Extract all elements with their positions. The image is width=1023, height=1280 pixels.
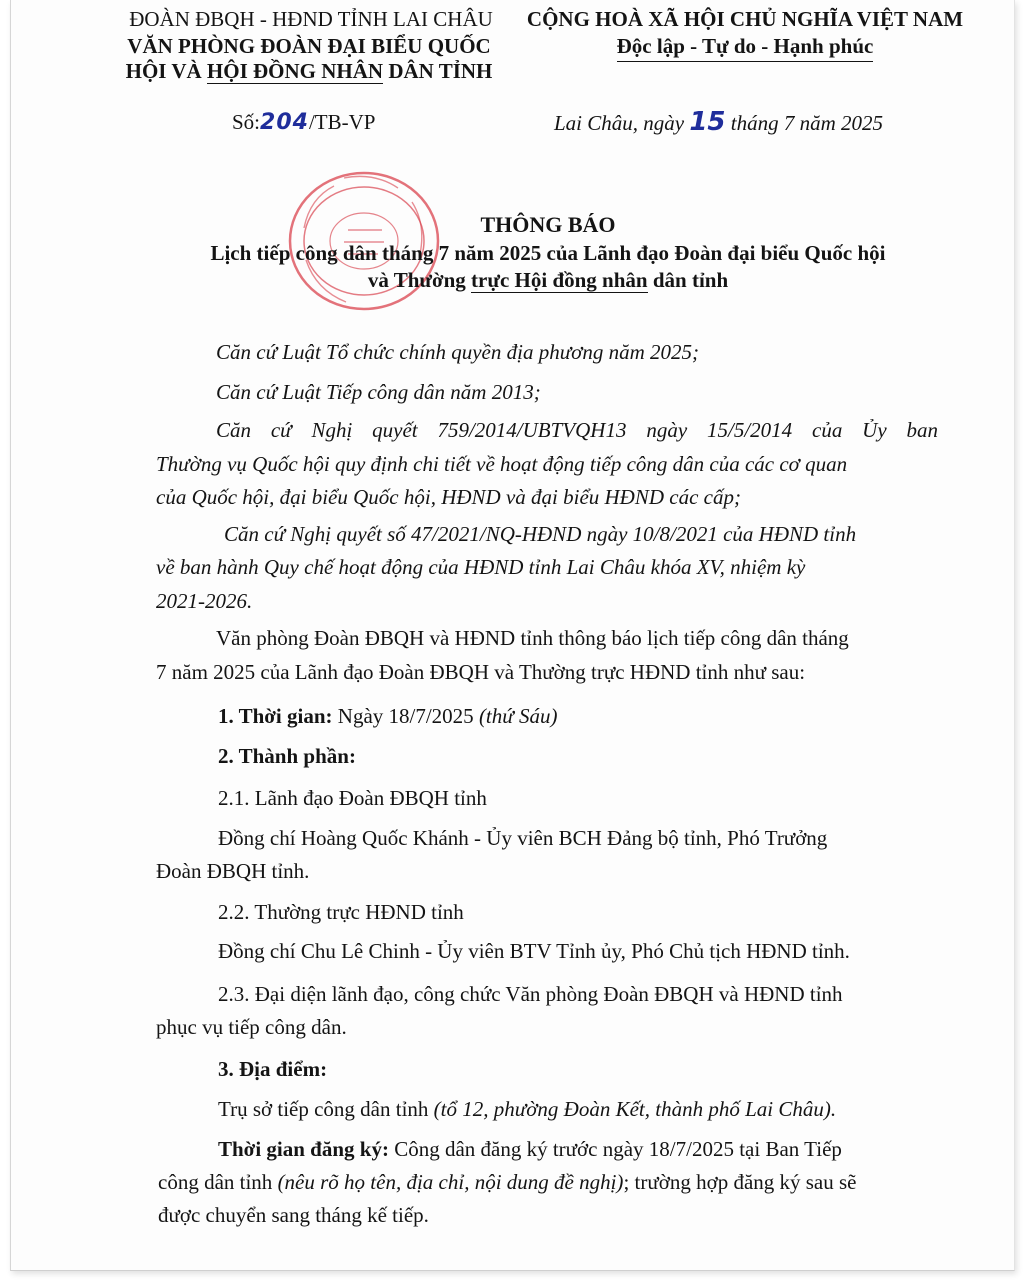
agency-name-line2: HỘI VÀ HỘI ĐỒNG NHÂN DÂN TỈNH	[125, 59, 493, 83]
agency-name-line1: VĂN PHÒNG ĐOÀN ĐẠI BIỂU QUỐC	[127, 34, 491, 58]
participants-sub1-line1: Đồng chí Hoàng Quốc Khánh - Ủy viên BCH Đảng bộ tỉnh, Phó Trưởng	[218, 826, 828, 850]
participants-heading: 2. Thành phần:	[218, 744, 356, 768]
document-number: Số:204/TB-VP	[232, 110, 376, 135]
handwritten-day: 15	[689, 107, 726, 137]
participants-sub2-title: 2.2. Thường trực HĐND tỉnh	[218, 900, 464, 924]
notice-subtitle-line2: và Thường trực Hội đồng nhân dân tỉnh	[367, 268, 729, 292]
registration-line-1: Thời gian đăng ký: Công dân đăng ký trước ngày 18/7/2025 tại Ban Tiếp	[218, 1137, 842, 1161]
national-title: CỘNG HOÀ XÃ HỘI CHỦ NGHĨA VIỆT NAM	[526, 7, 964, 31]
participants-sub3-line1: 2.3. Đại diện lãnh đạo, công chức Văn phòng Đoàn ĐBQH và HĐND tỉnh	[218, 982, 843, 1006]
intro-line-1: Văn phòng Đoàn ĐBQH và HĐND tỉnh thông báo lịch tiếp công dân tháng	[216, 626, 849, 650]
time-item: 1. Thời gian: Ngày 18/7/2025 (thứ Sáu)	[218, 704, 558, 728]
location-text: Trụ sở tiếp công dân tỉnh (tổ 12, phường Đoàn Kết, thành phố Lai Châu).	[218, 1097, 837, 1121]
basis-line-4: Thường vụ Quốc hội quy định chi tiết về hoạt động tiếp công dân của các cơ quan	[156, 452, 848, 476]
basis-line-8: 2021-2026.	[156, 589, 253, 613]
notice-subtitle-line1: Lịch tiếp công dân tháng 7 năm 2025 của Lãnh đạo Đoàn đại biểu Quốc hội	[210, 241, 886, 265]
intro-line-2: 7 năm 2025 của Lãnh đạo Đoàn ĐBQH và Thường trực HĐND tỉnh như sau:	[156, 660, 806, 684]
agency-parent-name: ĐOÀN ĐBQH - HĐND TỈNH LAI CHÂU	[129, 7, 493, 31]
basis-line-5: của Quốc hội, đại biểu Quốc hội, HĐND và đại biểu HĐND các cấp;	[156, 485, 741, 509]
handwritten-number: 204	[260, 110, 309, 135]
participants-sub1-line2: Đoàn ĐBQH tỉnh.	[156, 859, 310, 883]
participants-sub2-line1: Đồng chí Chu Lê Chinh - Ủy viên BTV Tỉnh ủy, Phó Chủ tịch HĐND tỉnh.	[218, 939, 850, 963]
basis-line-7: về ban hành Quy chế hoạt động của HĐND tỉnh Lai Châu khóa XV, nhiệm kỳ	[156, 555, 806, 579]
participants-sub3-line2: phục vụ tiếp công dân.	[156, 1015, 347, 1039]
notice-title: THÔNG BÁO	[480, 212, 616, 237]
basis-line-1: Căn cứ Luật Tổ chức chính quyền địa phương năm 2025;	[216, 340, 700, 364]
document-date: Lai Châu, ngày 15 tháng 7 năm 2025	[554, 107, 884, 137]
registration-line-2: công dân tỉnh (nêu rõ họ tên, địa chỉ, nội dung đề nghị); trường hợp đăng ký sau sẽ	[158, 1170, 857, 1194]
registration-line-3: được chuyển sang tháng kế tiếp.	[158, 1203, 429, 1227]
participants-sub1-title: 2.1. Lãnh đạo Đoàn ĐBQH tỉnh	[218, 786, 487, 810]
basis-line-3: Căn cứ Nghị quyết 759/2014/UBTVQH13 ngày 15/5/2014 của Ủy ban	[216, 418, 938, 442]
basis-line-2: Căn cứ Luật Tiếp công dân năm 2013;	[216, 380, 541, 404]
location-heading: 3. Địa điểm:	[218, 1057, 328, 1081]
basis-line-6: Căn cứ Nghị quyết số 47/2021/NQ-HĐND ngày 10/8/2021 của HĐND tỉnh	[224, 522, 857, 546]
national-motto: Độc lập - Tự do - Hạnh phúc	[520, 33, 970, 59]
